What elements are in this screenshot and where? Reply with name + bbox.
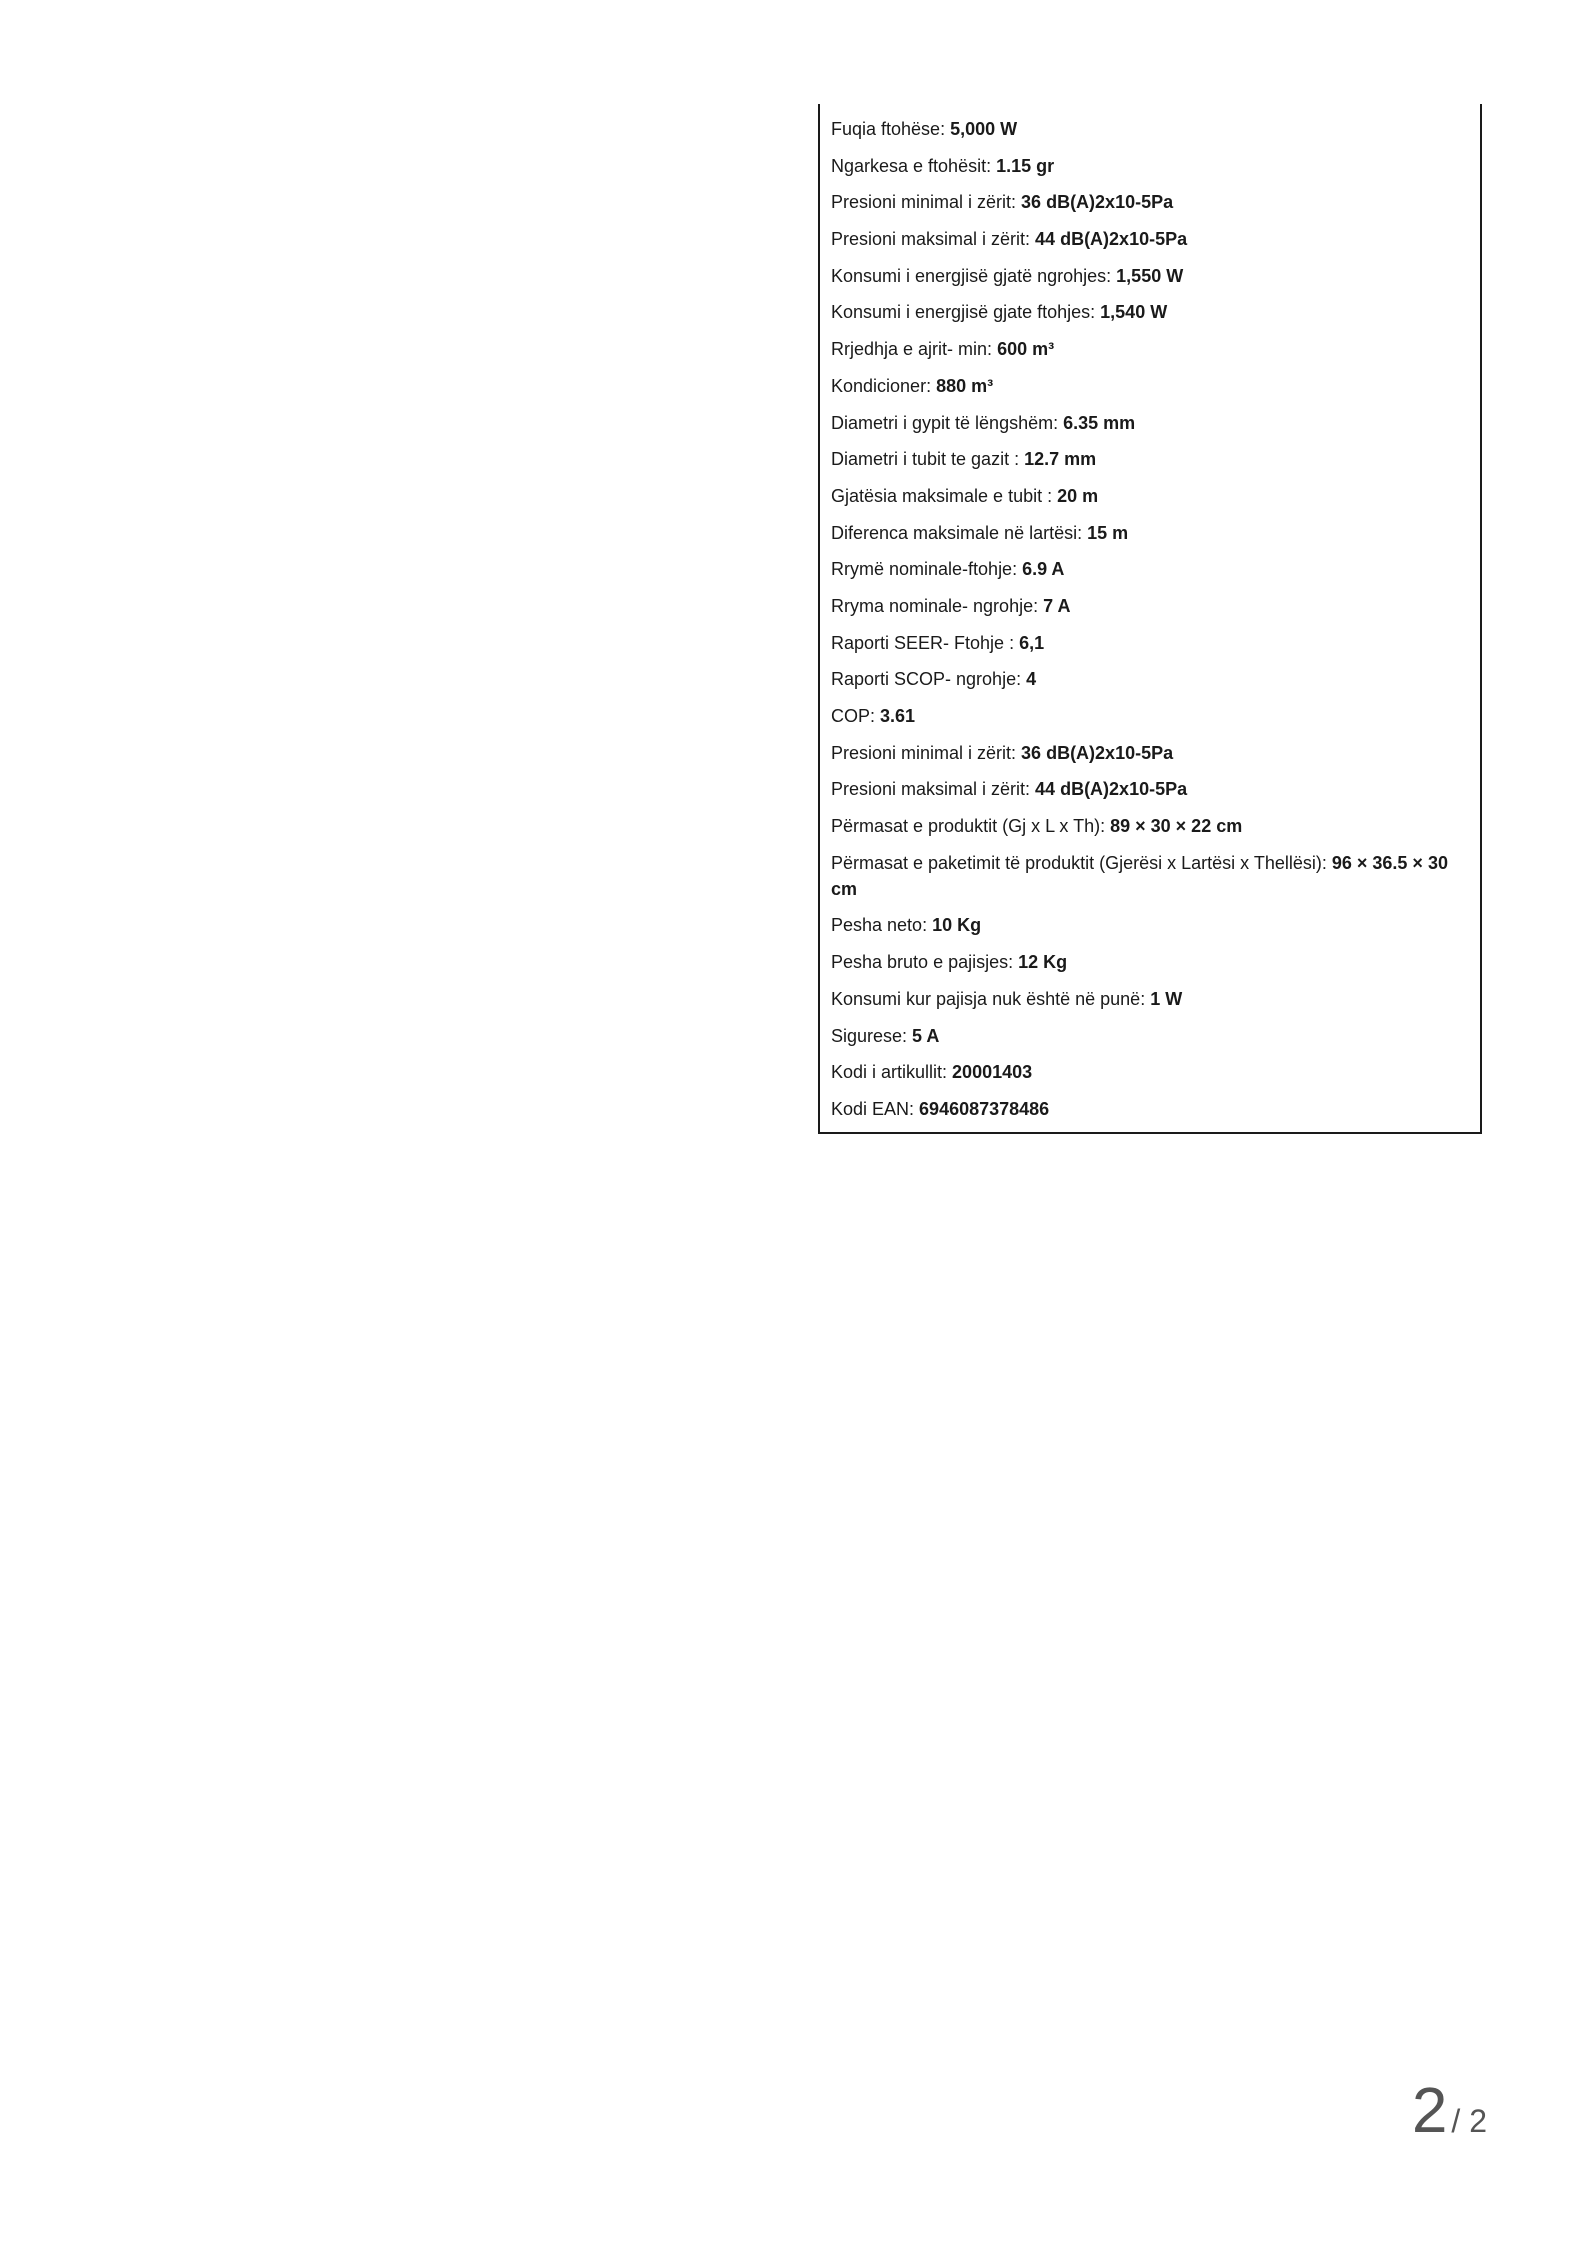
spec-row [831,226,1468,252]
spec-row [831,336,1468,362]
spec-row [831,1096,1468,1122]
spec-row [831,630,1468,656]
spec-label: Pesha neto: [831,915,933,936]
spec-row [831,410,1468,436]
spec-value: 7 A [1043,595,1071,616]
spec-row [831,813,1468,839]
spec-label: Kodi i artikullit: [831,1062,953,1083]
spec-row [831,666,1468,692]
spec-value: 6.35 mm [1063,412,1136,433]
spec-value: 10 Kg [932,915,982,936]
spec-row [831,446,1468,472]
spec-row [831,189,1468,215]
spec-value: 880 m³ [936,375,994,396]
spec-value: 12.7 mm [1024,449,1097,470]
spec-row [831,740,1468,766]
spec-label: Presioni maksimal i zërit: [831,779,1036,800]
spec-label: Përmasat e paketimit të produktit (Gjerësi x Lartësi x Thellësi): [831,852,1332,873]
spec-label: Pesha bruto e pajisjes: [831,952,1019,973]
spec-row [831,153,1468,179]
spec-row [831,703,1468,729]
spec-row [831,949,1468,975]
spec-label: Presioni maksimal i zërit: [831,229,1036,250]
spec-value: 5 A [912,1025,940,1046]
spec-row [831,593,1468,619]
spec-value: 44 dB(A)2x10-5Pa [1035,229,1188,250]
spec-label: Përmasat e produktit (Gj x L x Th): [831,816,1111,837]
spec-row [831,263,1468,289]
spec-value: 15 m [1087,522,1129,543]
spec-value: 5,000 W [950,119,1018,139]
spec-label: Sigurese: [831,1025,913,1046]
spec-label: COP: [831,706,881,726]
spec-row [831,850,1468,902]
spec-value: 1,550 W [1116,265,1184,286]
spec-list [820,104,1480,1122]
spec-label: Rryma nominale- ngrohje: [831,595,1044,616]
spec-row [831,483,1468,509]
spec-label: Konsumi kur pajisja nuk është në punë: [831,988,1151,1009]
page-current: 2 [1411,2074,1448,2146]
spec-label: Gjatësia maksimale e tubit : [831,485,1058,506]
spec-label: Rrymë nominale-ftohje: [831,559,1023,580]
spec-label: Diametri i tubit te gazit : [831,449,1025,470]
spec-label: Diferenca maksimale në lartësi: [831,522,1088,543]
spec-label: Kondicioner: [831,375,937,396]
spec-value: 600 m³ [997,339,1055,360]
spec-value: 1,540 W [1100,302,1168,323]
spec-label: Presioni minimal i zërit: [831,192,1022,213]
spec-row [831,1059,1468,1085]
spec-label: Diametri i gypit të lëngshëm: [831,412,1064,433]
spec-row [831,520,1468,546]
spec-label: Konsumi i energjisë gjate ftohjes: [831,302,1101,323]
spec-row [831,373,1468,399]
spec-value: 20001403 [952,1062,1033,1083]
page-number [1411,2074,1487,2146]
spec-row [831,986,1468,1012]
spec-value: 96 × 36.5 × 30 cm [831,852,1448,899]
spec-label: Presioni minimal i zërit: [831,742,1022,763]
spec-label: Raporti SCOP- ngrohje: [831,669,1027,690]
spec-value: 1.15 gr [996,155,1055,176]
spec-label: Ngarkesa e ftohësit: [831,155,997,176]
spec-value: 36 dB(A)2x10-5Pa [1021,742,1174,763]
spec-label: Rrjedhja e ajrit- min: [831,339,998,360]
spec-value: 3.61 [880,706,916,726]
spec-value: 89 × 30 × 22 cm [1110,816,1243,837]
spec-table [818,104,1482,1134]
spec-label: Raporti SEER- Ftohje : [831,632,1020,653]
spec-row [831,116,1468,142]
spec-value: 44 dB(A)2x10-5Pa [1035,779,1188,800]
spec-value: 6,1 [1019,632,1045,653]
spec-value: 6.9 A [1022,559,1065,580]
spec-label: Fuqia ftohëse: [831,119,951,139]
spec-row [831,556,1468,582]
spec-value: 36 dB(A)2x10-5Pa [1021,192,1174,213]
spec-value: 20 m [1057,485,1099,506]
spec-row [831,776,1468,802]
spec-row [831,299,1468,325]
spec-value: 6946087378486 [919,1098,1050,1119]
spec-value: 12 Kg [1018,952,1068,973]
spec-label: Kodi EAN: [831,1098,920,1119]
spec-row [831,1023,1468,1049]
spec-value: 1 W [1150,988,1183,1009]
spec-label: Konsumi i energjisë gjatë ngrohjes: [831,265,1117,286]
spec-row [831,912,1468,938]
spec-value: 4 [1026,669,1037,690]
page-total: / 2 [1451,2103,1487,2139]
